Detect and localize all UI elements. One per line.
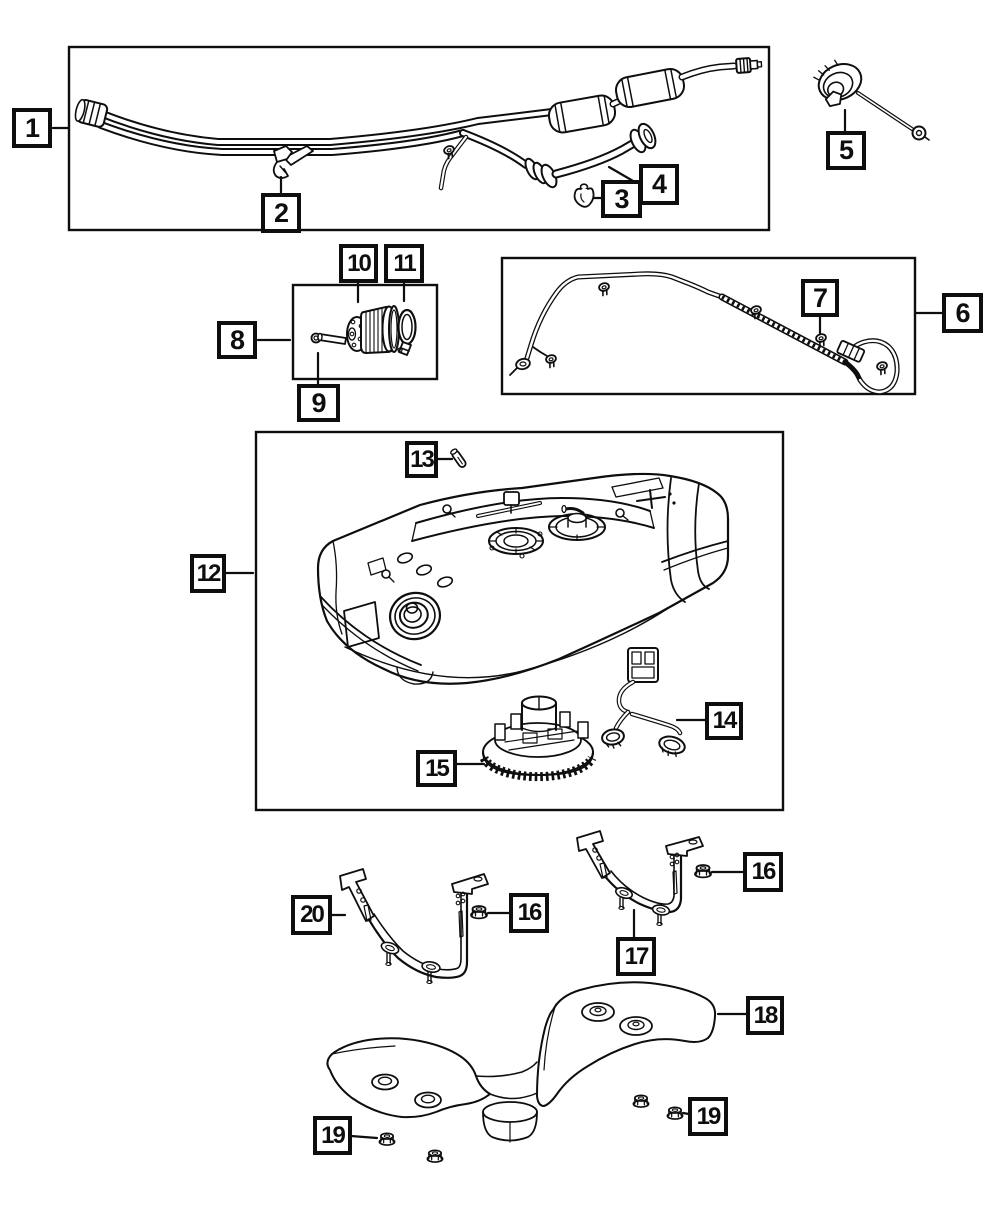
fuel-cap-drawing: [811, 53, 929, 140]
skid-plate-nut-4: [667, 1107, 682, 1119]
callout-7[interactable]: 7: [801, 279, 839, 317]
callout-5[interactable]: 5: [826, 131, 866, 170]
skid-plate-nut-3: [633, 1095, 648, 1107]
callout-2[interactable]: 2: [261, 193, 301, 233]
callout-19-a[interactable]: 19: [313, 1116, 352, 1155]
fuel-pump-module-drawing: [483, 697, 593, 777]
callout-9[interactable]: 9: [297, 384, 340, 422]
callout-11[interactable]: 11: [384, 244, 424, 283]
callout-14[interactable]: 14: [705, 702, 743, 740]
callout-8[interactable]: 8: [217, 321, 257, 359]
tank-strap-right-drawing: [577, 831, 703, 926]
skid-plate-drawing: [327, 982, 715, 1142]
callout-17[interactable]: 17: [616, 937, 656, 976]
callout-6[interactable]: 6: [942, 293, 983, 333]
callout-20[interactable]: 20: [291, 895, 332, 935]
callout-13[interactable]: 13: [405, 441, 438, 478]
callout-3[interactable]: 3: [601, 180, 642, 218]
skid-plate-nut-2: [427, 1150, 442, 1162]
callout-16-b[interactable]: 16: [743, 852, 783, 892]
callout-19-b[interactable]: 19: [688, 1097, 728, 1136]
tank-strap-left-drawing: [340, 869, 488, 984]
callout-18[interactable]: 18: [746, 996, 784, 1035]
callout-4[interactable]: 4: [639, 164, 679, 205]
strap-nut-left: [471, 906, 487, 918]
hose-clamp-drawing: [575, 184, 594, 207]
fuel-tank-drawing: [318, 474, 728, 684]
vent-line-drawing: [510, 274, 897, 392]
callout-15[interactable]: 15: [416, 750, 457, 787]
callout-10[interactable]: 10: [339, 244, 378, 283]
group-outline-vent-line: [502, 258, 915, 394]
callout-1[interactable]: 1: [12, 108, 52, 148]
callout-16-a[interactable]: 16: [509, 893, 549, 933]
wiring-harness-drawing: [601, 648, 687, 759]
check-valve-drawing: [312, 306, 416, 355]
skid-plate-nut-1: [379, 1133, 394, 1145]
callout-12[interactable]: 12: [190, 554, 226, 593]
strap-nut-right: [695, 865, 711, 877]
